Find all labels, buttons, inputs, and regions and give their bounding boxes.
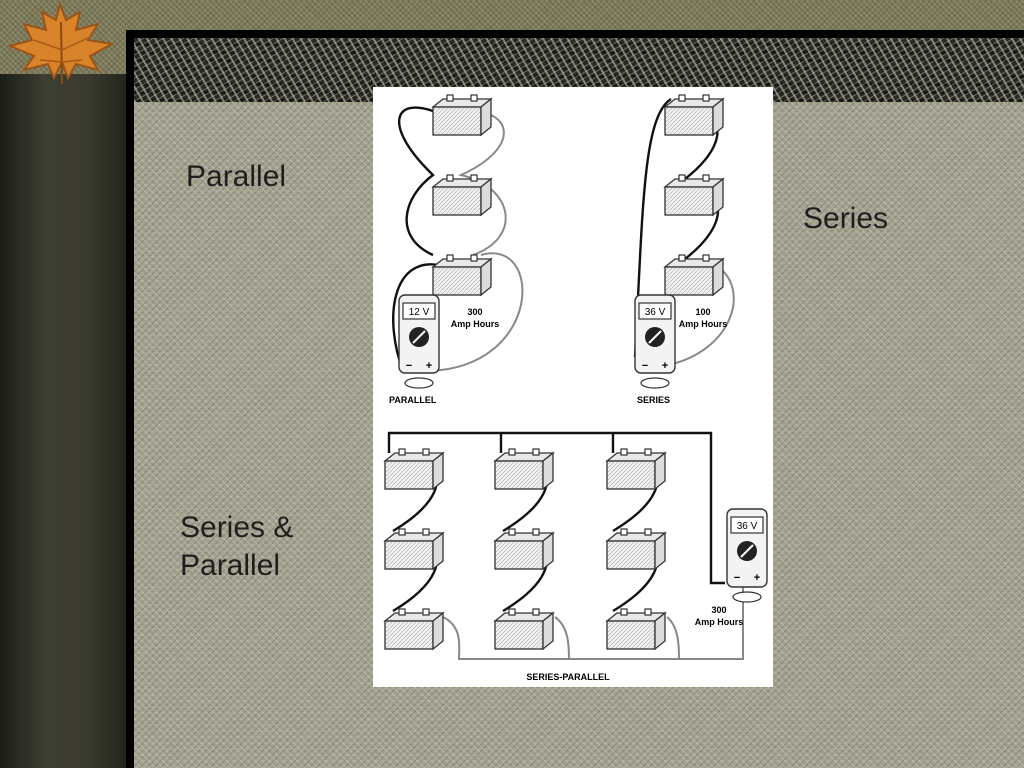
battery-icon (607, 529, 665, 569)
terminal-plus: + (753, 572, 761, 584)
battery-icon (607, 449, 665, 489)
series-parallel-capacity-unit: Amp Hours (694, 617, 744, 627)
series-parallel-meter-reading: 36 V (736, 521, 758, 532)
battery-icon (665, 175, 723, 215)
series-meter-reading: 36 V (644, 307, 666, 318)
series-parallel-label-line1: Series & (180, 511, 294, 544)
battery-icon (495, 529, 553, 569)
series-parallel-capacity-value: 300 (711, 605, 727, 615)
terminal-plus: + (425, 360, 433, 372)
parallel-capacity-value: 300 (467, 307, 483, 317)
battery-icon (495, 449, 553, 489)
parallel-label: Parallel (186, 160, 287, 193)
series-parallel-circuit (385, 433, 767, 682)
terminal-minus: − (733, 572, 741, 584)
battery-icon (433, 95, 491, 135)
series-caption: SERIES (637, 395, 671, 405)
battery-icon (433, 175, 491, 215)
parallel-capacity-unit: Amp Hours (450, 319, 500, 329)
battery-icon (385, 609, 443, 649)
battery-icon (665, 95, 723, 135)
battery-icon (385, 529, 443, 569)
left-sidebar-bar (0, 74, 126, 768)
battery-icon (607, 609, 665, 649)
battery-icon (495, 609, 553, 649)
battery-icon (665, 255, 723, 295)
series-parallel-label (180, 509, 293, 585)
series-circuit (635, 95, 734, 405)
parallel-caption: PARALLEL (389, 395, 437, 405)
series-capacity-value: 100 (695, 307, 711, 317)
parallel-meter-reading: 12 V (408, 307, 430, 318)
series-capacity-unit: Amp Hours (678, 319, 728, 329)
terminal-minus: − (405, 360, 413, 372)
parallel-circuit (389, 95, 522, 405)
maple-leaf-icon (2, 0, 120, 90)
terminal-plus: + (661, 360, 669, 372)
battery-icon (433, 255, 491, 295)
series-parallel-caption: SERIES-PARALLEL (526, 672, 610, 682)
battery-icon (385, 449, 443, 489)
terminal-minus: − (641, 360, 649, 372)
series-parallel-label-line2: Parallel (180, 549, 281, 582)
series-label: Series (803, 202, 889, 235)
battery-wiring-diagram (373, 87, 773, 687)
